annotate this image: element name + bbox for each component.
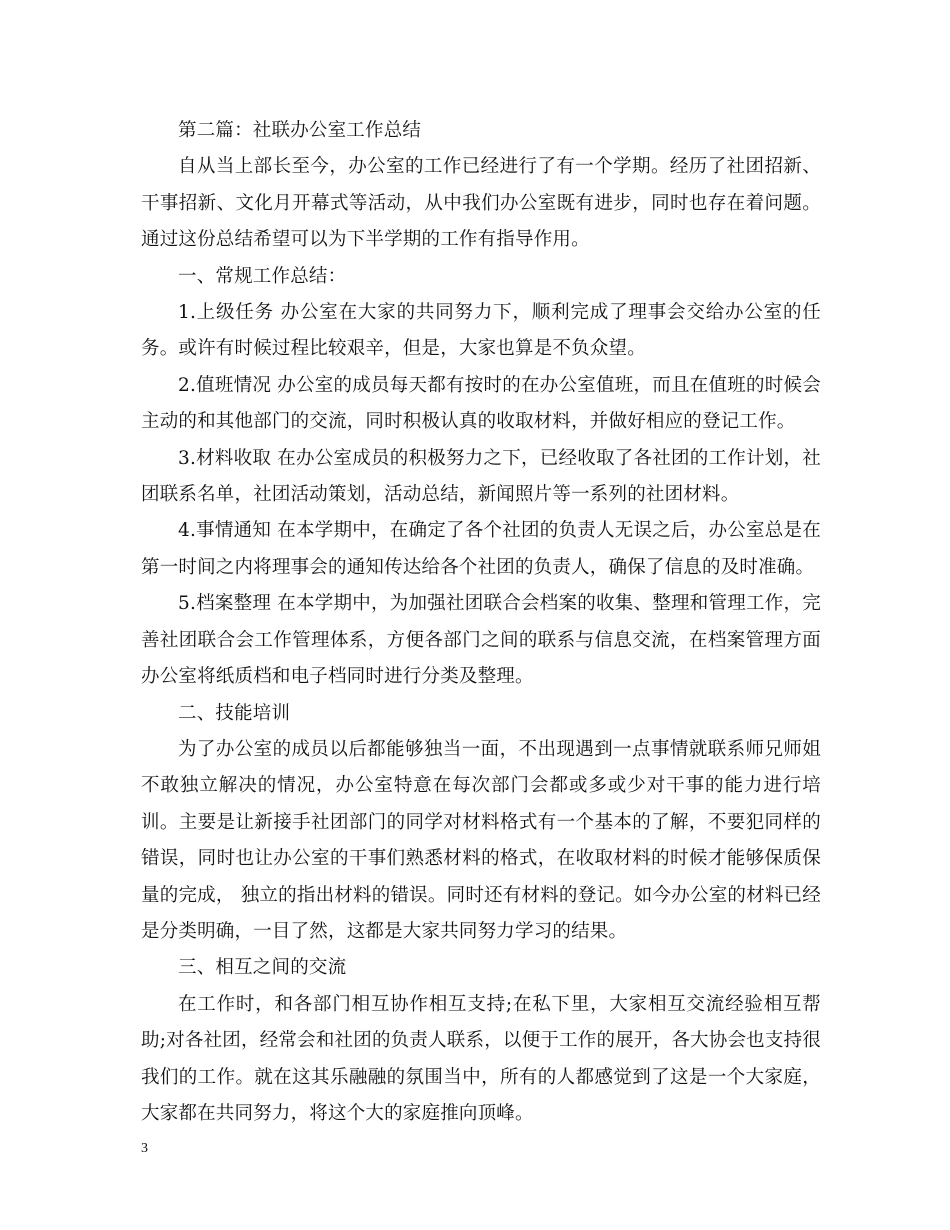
item-archive-management: 5.档案整理 在本学期中，为加强社团联合会档案的收集、整理和管理工作，完善社团联合会工作管理体系，方便各部门之间的联系与信息交流，在档案管理方面办公室将纸质档和电子档同时进行分类及整理。 xyxy=(141,593,822,688)
item-duty-status: 2.值班情况 办公室的成员每天都有按时的在办公室值班，而且在值班的时候会主动的和其他部门的交流，同时积极认真的收取材料，并做好相应的登记工作。 xyxy=(141,374,822,433)
section-heading-routine-work: 一、常规工作总结： xyxy=(178,265,347,287)
page-number: 3 xyxy=(141,1141,148,1156)
communication-paragraph: 在工作时，和各部门相互协作相互支持;在私下里，大家相互交流经验相互帮助;对各社团，经常会和社团的负责人联系，以便于工作的展开，各大协会也支持很我们的工作。就在这其乐融融的氛围当中，所有的人都感觉到了这是一个大家庭，大家都在共同努力，将这个大的家庭推向顶峰。 xyxy=(141,993,821,1124)
section-title: 第二篇：社联办公室工作总结 xyxy=(178,120,422,141)
intro-paragraph: 自从当上部长至今，办公室的工作已经进行了有一个学期。经历了社团招新、干事招新、文化月开幕式等活动，从中我们办公室既有进步，同时也存在着问题。通过这份总结希望可以为下半学期的工作有指导作用。 xyxy=(141,156,821,251)
item-notifications: 4.事情通知 在本学期中，在确定了各个社团的负责人无误之后，办公室总是在第一时间之内将理事会的通知传达给各个社团的负责人，确保了信息的及时准确。 xyxy=(141,520,822,578)
section-heading-communication: 三、相互之间的交流 xyxy=(178,957,347,979)
item-material-collection: 3.材料收取 在办公室成员的积极努力之下，已经收取了各社团的工作计划，社团联系名单，社团活动策划，活动总结，新闻照片等一系列的社团材料。 xyxy=(141,447,822,506)
document-body xyxy=(141,113,821,1132)
section-heading-skills-training: 二、技能培训 xyxy=(178,702,291,724)
item-superior-tasks: 1.上级任务 办公室在大家的共同努力下，顺利完成了理事会交给办公室的任务。或许有时候过程比较艰辛，但是，大家也算是不负众望。 xyxy=(141,302,821,360)
skills-training-paragraph: 为了办公室的成员以后都能够独当一面，不出现遇到一点事情就联系师兄师姐不敢独立解决的情况，办公室特意在每次部门会都或多或少对干事的能力进行培训。主要是让新接手社团部门的同学对材料格式有一个基本的了解，不要犯同样的错误，同时也让办公室的干事们熟悉材料的格式，在收取材料的时候才能够保质保量的完成， 独立的指出材料的错误。同时还有材料的登记。如今办公室的材料已经是分类明确，一目了然，这都是大家共同努力学习的结果。 xyxy=(141,738,821,942)
